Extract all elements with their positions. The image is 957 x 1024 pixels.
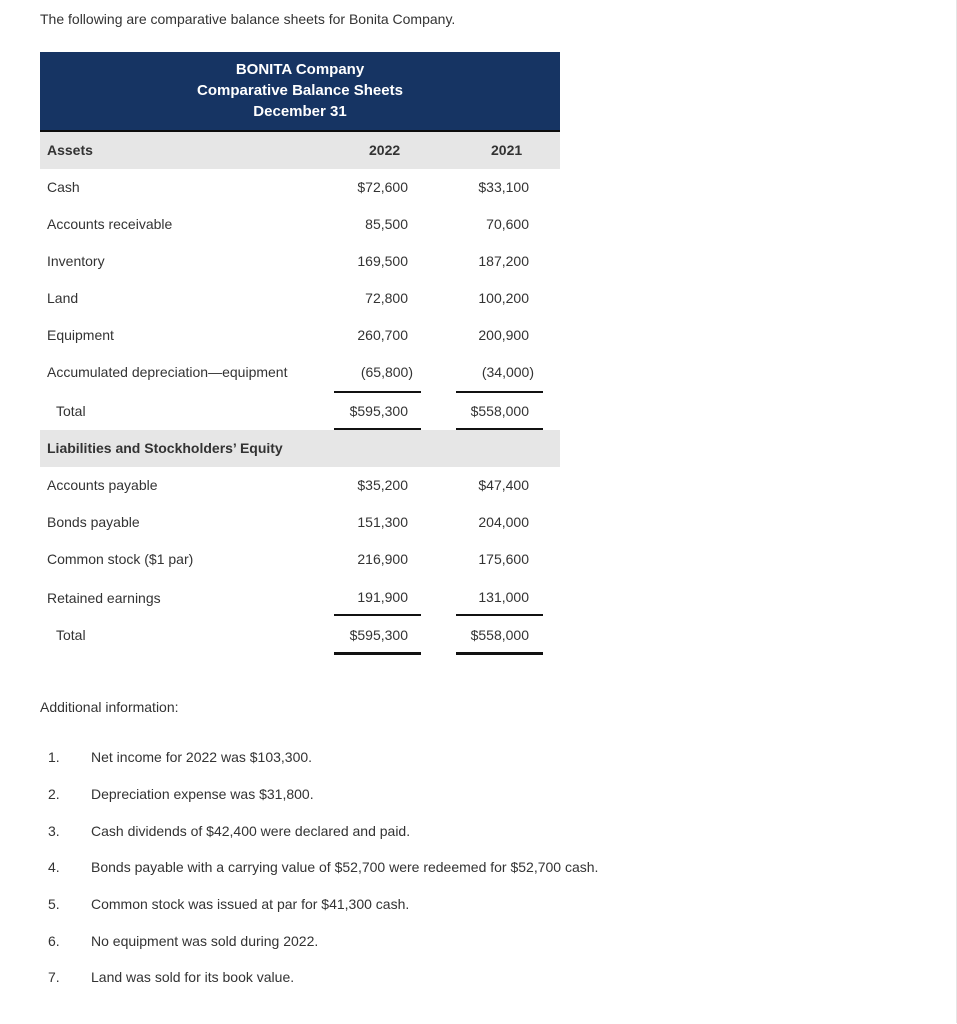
row-label: Total <box>56 627 86 643</box>
value-2021: 131,000 <box>478 589 529 605</box>
value-2022: (65,800) <box>360 364 413 380</box>
item-number: 3. <box>48 823 60 839</box>
item-text: Cash dividends of $42,400 were declared and paid. <box>91 823 411 839</box>
subtotal-rule <box>334 614 421 616</box>
liabilities-label: Liabilities and Stockholders’ Equity <box>47 440 283 456</box>
item-text: Net income for 2022 was $103,300. <box>91 749 313 765</box>
value-2021: 100,200 <box>478 290 529 306</box>
value-2022: $595,300 <box>349 627 408 643</box>
item-number: 4. <box>48 859 60 875</box>
value-2021: $33,100 <box>478 179 529 195</box>
assets-label: Assets <box>47 142 93 158</box>
value-2022: 216,900 <box>357 551 408 567</box>
row-label: Accumulated depreciation—equipment <box>47 364 288 380</box>
value-2021: 187,200 <box>478 253 529 269</box>
company-name: BONITA Company <box>235 61 365 78</box>
value-2021: 204,000 <box>478 514 529 530</box>
row-label: Total <box>56 403 86 419</box>
row-label: Accounts receivable <box>47 216 173 232</box>
value-2021: 200,900 <box>478 327 529 343</box>
assets-total-row <box>40 391 560 430</box>
table-row <box>40 354 560 391</box>
row-label: Land <box>47 290 79 306</box>
subtotal-rule <box>456 614 543 616</box>
row-label: Inventory <box>47 253 105 269</box>
table-row <box>40 541 560 578</box>
liabilities-section-header <box>40 430 560 467</box>
item-text: No equipment was sold during 2022. <box>91 933 319 949</box>
item-text: Land was sold for its book value. <box>91 969 295 985</box>
row-label: Cash <box>47 179 80 195</box>
item-text: Common stock was issued at par for $41,300 cash. <box>91 896 410 912</box>
value-2022: $72,600 <box>357 179 408 195</box>
table-row <box>40 280 560 317</box>
item-number: 5. <box>48 896 60 912</box>
row-label: Accounts payable <box>47 477 158 493</box>
table-row <box>40 317 560 354</box>
item-text: Bonds payable with a carrying value of $52,700 were redeemed for $52,700 cash. <box>91 859 599 875</box>
table-row <box>40 578 560 617</box>
value-2022: $35,200 <box>357 477 408 493</box>
row-label: Equipment <box>47 327 114 343</box>
item-number: 6. <box>48 933 60 949</box>
value-2022: 169,500 <box>357 253 408 269</box>
item-text: Depreciation expense was $31,800. <box>91 786 314 802</box>
value-2021: 70,600 <box>486 216 529 232</box>
row-label: Bonds payable <box>47 514 140 530</box>
intro-text: The following are comparative balance sheets for Bonita Company. <box>40 11 456 27</box>
value-2022: 72,800 <box>365 290 408 306</box>
table-row <box>40 504 560 541</box>
column-header-2022: 2022 <box>369 142 401 158</box>
statement-title: Comparative Balance Sheets <box>197 82 403 99</box>
double-total-rule <box>334 652 421 655</box>
column-header-2021: 2021 <box>491 142 523 158</box>
value-2022: 151,300 <box>357 514 408 530</box>
table-row <box>40 243 560 280</box>
liabilities-total-row <box>40 617 560 657</box>
table-row <box>40 206 560 243</box>
value-2022: 85,500 <box>365 216 408 232</box>
value-2022: $595,300 <box>349 403 408 419</box>
double-total-rule <box>456 652 543 655</box>
item-number: 1. <box>48 749 60 765</box>
statement-date: December 31 <box>253 103 347 120</box>
item-number: 7. <box>48 969 60 985</box>
balance-sheet-table <box>40 52 560 657</box>
row-label: Common stock ($1 par) <box>47 551 194 567</box>
value-2022: 260,700 <box>357 327 408 343</box>
value-2021: (34,000) <box>481 364 534 380</box>
value-2021: $558,000 <box>470 627 529 643</box>
additional-info-heading: Additional information: <box>40 699 179 715</box>
row-label: Retained earnings <box>47 590 161 606</box>
table-row <box>40 467 560 504</box>
item-number: 2. <box>48 786 60 802</box>
value-2022: 191,900 <box>357 589 408 605</box>
balance-sheet-header <box>40 52 560 132</box>
table-row <box>40 169 560 206</box>
value-2021: $47,400 <box>478 477 529 493</box>
value-2021: 175,600 <box>478 551 529 567</box>
value-2021: $558,000 <box>470 403 529 419</box>
assets-section-header <box>40 132 560 169</box>
